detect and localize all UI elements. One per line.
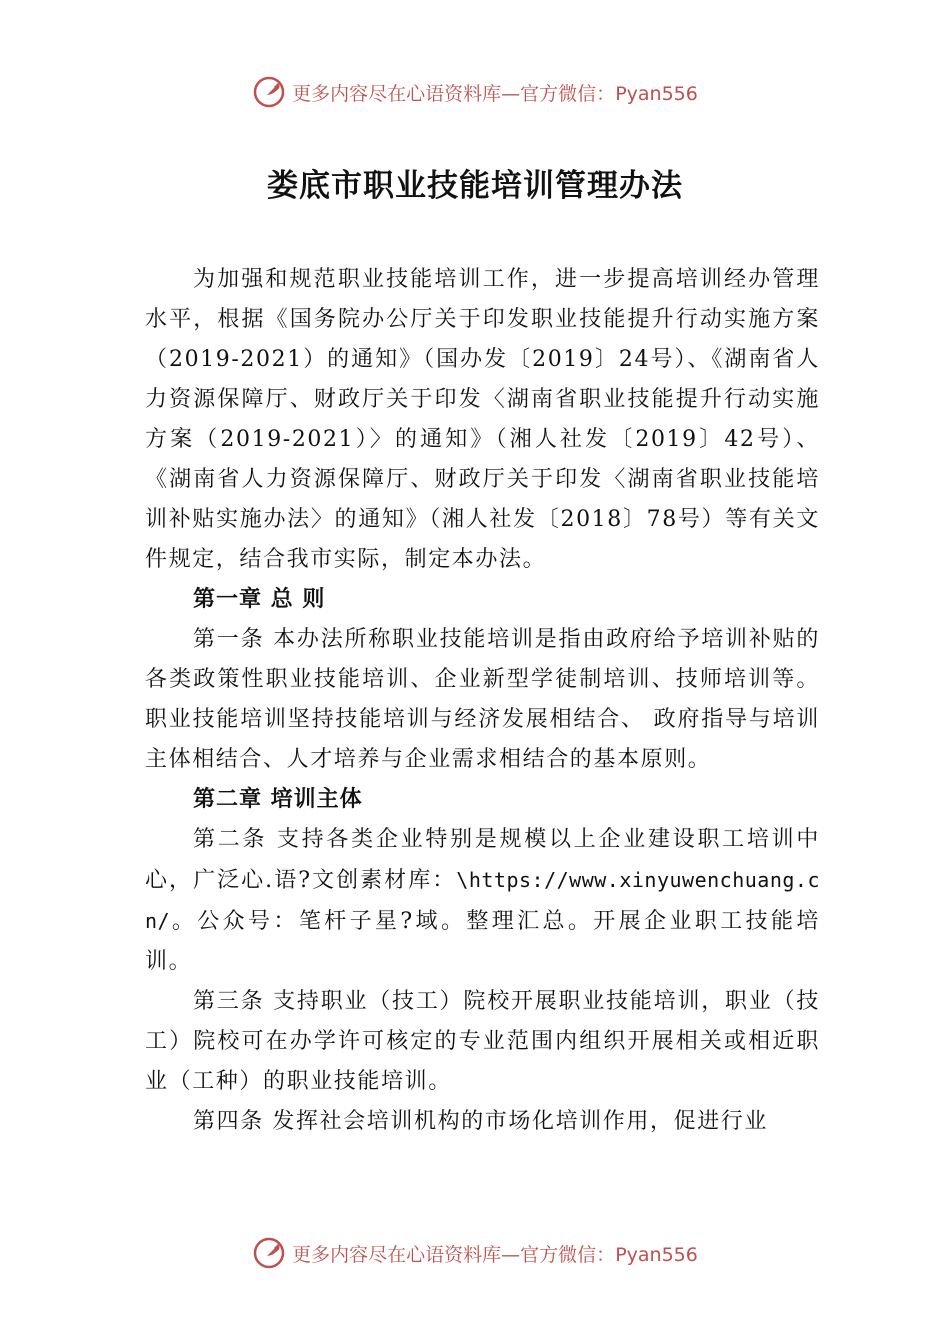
article-2-text-tail: 。公众号：笔杆子星?域。整理汇总。开展企业职工技能培训。 [145,909,820,974]
document-title: 娄底市职业技能培训管理办法 [267,168,683,204]
banner-wechat-label: 官方微信： [520,82,616,105]
quill-circle-logo-icon [252,1236,286,1270]
source-url-link[interactable]: \https://www.xinyuwenchuang.cn/ [145,868,820,933]
banner-separator: — [501,82,521,105]
document-body [145,260,820,1142]
banner-wechat-label: 官方微信： [520,1243,616,1266]
article-2-paragraph [145,820,820,982]
banner-slogan: 更多内容尽在心语资料库 [292,1243,502,1266]
banner-separator: — [501,1243,521,1266]
banner-slogan: 更多内容尽在心语资料库 [292,82,502,105]
banner-wechat-id: Pyan556 [615,1243,698,1266]
article-4-paragraph: 第四条 发挥社会培训机构的市场化培训作用，促进行业 [193,1109,768,1134]
quill-circle-logo-icon [252,75,286,109]
header-banner [0,72,950,112]
chapter-1-heading: 第一章 总 则 [193,587,326,612]
banner-text [292,1240,698,1267]
article-3-paragraph: 第三条 支持职业（技工）院校开展职业技能培训，职业（技工）院校可在办学许可核定的专业范围内组织开展相关或相近职业（工种）的职业技能培训。 [145,989,820,1094]
chapter-2-heading: 第二章 培训主体 [193,787,363,812]
article-2-text: 第二条 支持各类企业特别是规模以上企业建设职工培训中心，广泛心.语?文创素材库： [145,827,820,893]
preamble-paragraph: 为加强和规范职业技能培训工作，进一步提高培训经办管理水平，根据《国务院办公厅关于印发职业技能提升行动实施方案（2019-2021）的通知》（国办发〔2019〕24号）、《湖南省人力资源保障厅、财政厅关于印发〈湖南省职业技能提升行动实施方案（2019-2021）〉的通知》（湘人社发〔2019〕42号）、《湖南省人力资源保障厅、财政厅关于印发〈湖南省职业技能培训补贴实施办法〉的通知》（湘人社发〔2018〕78号）等有关文件规定，结合我市实际，制定本办法。 [145,267,820,572]
banner-wechat-id: Pyan556 [615,82,698,105]
footer-banner [0,1233,950,1273]
article-1-paragraph: 第一条 本办法所称职业技能培训是指由政府给予培训补贴的各类政策性职业技能培训、企业新型学徒制培训、技师培训等。职业技能培训坚持技能培训与经济发展相结合、 政府指导与培训主体相结合、人才培养与企业需求相结合的基本原则。 [145,627,820,772]
banner-text [292,79,698,106]
